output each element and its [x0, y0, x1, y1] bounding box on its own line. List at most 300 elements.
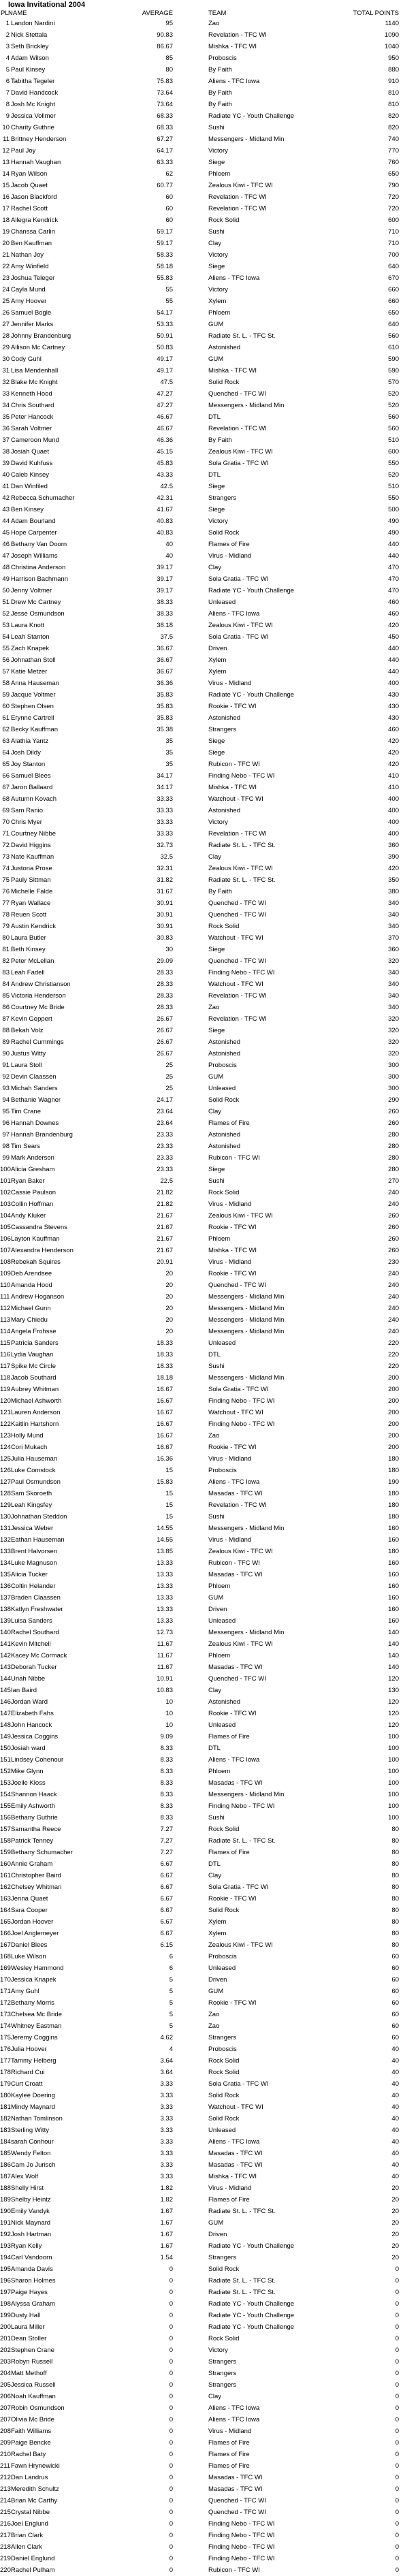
cell-total-points: 640: [388, 321, 399, 328]
cell-total-points: 410: [388, 784, 399, 791]
cell-total-points: 280: [388, 1166, 399, 1173]
cell-pl: 214: [0, 2497, 11, 2505]
table-row: [0, 2194, 403, 2206]
cell-pl: 175: [0, 2034, 11, 2041]
cell-average: 60: [165, 205, 173, 212]
cell-total-points: 40: [391, 2046, 399, 2053]
cell-team: Messengers - Midland Min: [208, 1374, 285, 1382]
cell-total-points: 600: [388, 448, 399, 456]
cell-pl: 181: [0, 2103, 11, 2111]
cell-name: Josh Mc Knight: [11, 101, 55, 108]
cell-team: GUM: [208, 1988, 224, 1995]
cell-team: Proboscis: [208, 1062, 237, 1069]
cell-team: Masadas - TFC WI: [208, 1664, 263, 1671]
cell-pl: 54: [2, 633, 10, 641]
cell-average: 25: [165, 1085, 173, 1092]
cell-pl: 106: [0, 1235, 11, 1243]
cell-total-points: 460: [388, 610, 399, 618]
cell-name: Alicia Tucker: [11, 1571, 48, 1578]
cell-pl: 183: [0, 2127, 11, 2134]
cell-total-points: 270: [388, 1177, 399, 1185]
cell-pl: 157: [0, 1826, 11, 1833]
cell-total-points: 40: [391, 2138, 399, 2146]
cell-team: Victory: [208, 147, 228, 155]
cell-team: Solid Rock: [208, 379, 240, 386]
cell-name: Bethany Schumacher: [11, 1849, 73, 1856]
cell-name: Laura Butler: [11, 934, 46, 942]
cell-name: Chelsea Mc Bride: [11, 2011, 62, 2018]
cell-pl: 26: [2, 309, 10, 317]
cell-total-points: 80: [391, 1895, 399, 1903]
cell-team: Quenched - TFC WI: [208, 911, 266, 919]
cell-total-points: 80: [391, 1872, 399, 1879]
cell-name: Adam Bourland: [11, 518, 56, 525]
cell-pl: 203: [0, 2358, 11, 2366]
cell-pl: 116: [0, 1351, 11, 1358]
cell-team: Virus - Midland: [208, 1258, 252, 1266]
table-row: [0, 515, 403, 527]
cell-name: Austin Kendrick: [11, 923, 57, 930]
cell-total-points: 200: [388, 1397, 399, 1405]
cell-average: 58.18: [157, 263, 173, 270]
cell-team: Zealous Kiwi - TFC WI: [208, 1548, 273, 1555]
cell-name: Joel Englund: [11, 2520, 48, 2528]
cell-average: 0: [169, 2370, 173, 2377]
cell-total-points: 0: [395, 2566, 399, 2574]
table-row: [0, 597, 403, 608]
cell-pl: 193: [0, 2242, 11, 2250]
cell-team: Clay: [208, 1108, 222, 1115]
table-row: [0, 1222, 403, 1233]
cell-average: 46.67: [157, 425, 173, 432]
cell-team: Radiate YC - Youth Challenge: [208, 2300, 295, 2308]
table-row: [0, 1673, 403, 1685]
table-row: [0, 1824, 403, 1835]
cell-name: Wendy Felton: [11, 2150, 51, 2157]
cell-pl: 195: [0, 2265, 11, 2273]
cell-average: 35.83: [157, 703, 173, 710]
cell-average: 0: [169, 2300, 173, 2308]
cell-name: Jordan Ward: [11, 1698, 48, 1706]
cell-total-points: 240: [388, 1328, 399, 1335]
cell-average: 75.83: [157, 78, 173, 85]
cell-team: Victory: [208, 518, 228, 525]
cell-pl: 64: [2, 749, 10, 757]
cell-pl: 97: [2, 1131, 10, 1139]
table-row: [0, 1928, 403, 1939]
cell-name: Sarah Voltmer: [11, 425, 52, 432]
cell-average: 20: [165, 1328, 173, 1335]
cell-name: Chris Myer: [11, 818, 42, 826]
cell-total-points: 260: [388, 1235, 399, 1243]
cell-team: Quenched - TFC WI: [208, 2497, 266, 2505]
table-row: [0, 1175, 403, 1187]
table-row: [0, 342, 403, 353]
table-row: [0, 759, 403, 770]
cell-team: Rubicon - TFC WI: [208, 2566, 260, 2574]
cell-total-points: 770: [388, 147, 399, 155]
table-row: [0, 2182, 403, 2194]
table-row: [0, 2055, 403, 2067]
cell-name: Ben Kinsey: [11, 506, 44, 513]
table-row: [0, 41, 403, 52]
cell-average: 23.33: [157, 1131, 173, 1139]
cell-team: Aliens - TFC Iowa: [208, 2138, 260, 2146]
cell-average: 33.33: [157, 830, 173, 838]
cell-total-points: 120: [388, 1710, 399, 1717]
cell-pl: 218: [0, 2543, 11, 2551]
cell-total-points: 300: [388, 1062, 399, 1069]
cell-average: 49.17: [157, 355, 173, 363]
cell-average: 0: [169, 2439, 173, 2447]
cell-average: 50.83: [157, 344, 173, 351]
cell-total-points: 650: [388, 309, 399, 317]
table-row: [0, 1523, 403, 1534]
cell-average: 45.15: [157, 448, 173, 456]
cell-pl: 12: [2, 147, 10, 155]
cell-team: Sushi: [208, 1177, 225, 1185]
cell-average: 0: [169, 2532, 173, 2539]
cell-team: Zealous Kiwi - TFC WI: [208, 1941, 273, 1949]
cell-total-points: 340: [388, 900, 399, 907]
cell-average: 13.33: [157, 1594, 173, 1602]
cell-total-points: 700: [388, 251, 399, 259]
cell-name: Christina Anderson: [11, 564, 66, 571]
cell-team: Xylem: [208, 668, 227, 675]
cell-team: Siege: [208, 737, 225, 745]
cell-total-points: 0: [395, 2543, 399, 2551]
cell-total-points: 200: [388, 1420, 399, 1428]
table-row: [0, 2356, 403, 2368]
cell-average: 13.33: [157, 1571, 173, 1578]
cell-total-points: 260: [388, 1108, 399, 1115]
cell-average: 24.17: [157, 1096, 173, 1104]
table-row: [0, 1905, 403, 1916]
table-row: [0, 481, 403, 492]
cell-name: Alyssa Graham: [11, 2300, 55, 2308]
cell-total-points: 740: [388, 136, 399, 143]
cell-team: Xylem: [208, 656, 227, 664]
cell-average: 20: [165, 1293, 173, 1301]
cell-name: Katlyn Freshwater: [11, 1606, 63, 1613]
cell-total-points: 60: [391, 2034, 399, 2041]
cell-pl: 135: [0, 1571, 11, 1578]
cell-total-points: 140: [388, 1652, 399, 1659]
cell-average: 3.33: [160, 2103, 173, 2111]
table-row: [0, 2125, 403, 2136]
cell-total-points: 80: [391, 1918, 399, 1926]
cell-total-points: 660: [388, 286, 399, 293]
cell-name: Ben Kauffman: [11, 240, 52, 247]
cell-name: Andrew Hoganson: [11, 1293, 65, 1301]
cell-team: DTL: [208, 471, 221, 479]
cell-team: Sushi: [208, 1513, 225, 1521]
cell-total-points: 950: [388, 54, 399, 62]
cell-total-points: 20: [391, 2254, 399, 2261]
table-row: [0, 1812, 403, 1824]
cell-average: 45.83: [157, 460, 173, 467]
cell-name: Richard Cui: [11, 2069, 45, 2076]
cell-pl: 18: [2, 217, 10, 224]
cell-pl: 99: [2, 1154, 10, 1162]
table-row: [0, 1997, 403, 2009]
cell-pl: 179: [0, 2080, 11, 2088]
table-row: [0, 747, 403, 759]
cell-team: Messengers - Midland Min: [208, 1305, 285, 1312]
cell-name: Amy Guhl: [11, 1988, 39, 1995]
table-row: [0, 423, 403, 434]
table-row: [0, 1557, 403, 1569]
cell-total-points: 460: [388, 599, 399, 606]
cell-name: Lisa Mendenhall: [11, 367, 59, 375]
cell-pl: 110: [0, 1282, 11, 1289]
cell-pl: 91: [2, 1062, 10, 1069]
cell-total-points: 420: [388, 737, 399, 745]
cell-total-points: 160: [388, 1571, 399, 1578]
cell-team: Virus - Midland: [208, 1536, 252, 1544]
cell-average: 34.17: [157, 784, 173, 791]
cell-total-points: 80: [391, 1837, 399, 1845]
cell-pl: 31: [2, 367, 10, 375]
cell-pl: 146: [0, 1698, 11, 1706]
cell-total-points: 120: [388, 1675, 399, 1683]
cell-total-points: 200: [388, 1374, 399, 1382]
cell-pl: 152: [0, 1768, 11, 1775]
cell-team: Aliens - TFC Iowa: [208, 610, 260, 618]
cell-average: 21.67: [157, 1224, 173, 1231]
cell-average: 15: [165, 1501, 173, 1509]
cell-pl: 52: [2, 610, 10, 618]
cell-pl: 174: [0, 2022, 11, 2030]
cell-name: Luke Wilson: [11, 1953, 46, 1960]
cell-pl: 160: [0, 1860, 11, 1868]
cell-team: Radiate YC - Youth Challenge: [208, 2323, 295, 2331]
cell-average: 1.67: [160, 2208, 173, 2215]
table-row: [0, 1974, 403, 1986]
cell-average: 23.64: [157, 1108, 173, 1115]
header-total-points: TOTAL POINTS: [353, 10, 399, 17]
cell-name: Sara Cooper: [11, 1907, 48, 1914]
table-row: [0, 2553, 403, 2564]
cell-pl: 217: [0, 2532, 11, 2539]
cell-total-points: 810: [388, 101, 399, 108]
table-row: [0, 1071, 403, 1083]
table-row: [0, 2148, 403, 2159]
cell-average: 5: [169, 2022, 173, 2030]
cell-total-points: 80: [391, 1826, 399, 1833]
cell-average: 6.67: [160, 1883, 173, 1891]
cell-average: 13.33: [157, 1617, 173, 1625]
cell-total-points: 220: [388, 1351, 399, 1358]
cell-pl: 189: [0, 2196, 11, 2204]
cell-name: Shelby Heintz: [11, 2196, 51, 2204]
cell-pl: 139: [0, 1617, 11, 1625]
cell-pl: 192: [0, 2231, 11, 2238]
cell-total-points: 340: [388, 911, 399, 919]
cell-team: Quenched - TFC WI: [208, 2509, 266, 2516]
cell-average: 26.67: [157, 1027, 173, 1034]
cell-pl: 134: [0, 1559, 11, 1567]
cell-pl: 11: [3, 136, 10, 143]
cell-average: 30.83: [157, 934, 173, 942]
cell-name: Ian Baird: [11, 1687, 37, 1694]
cell-name: Amy Winfield: [11, 263, 49, 270]
cell-total-points: 160: [388, 1525, 399, 1532]
table-row: [0, 330, 403, 342]
cell-total-points: 80: [391, 1860, 399, 1868]
cell-name: Kaylee Doering: [11, 2092, 55, 2099]
table-row: [0, 400, 403, 411]
cell-total-points: 0: [395, 2497, 399, 2505]
cell-team: Watchout - TFC WI: [208, 934, 263, 942]
cell-total-points: 560: [388, 413, 399, 421]
cell-total-points: 720: [388, 205, 399, 212]
cell-team: Proboscis: [208, 2046, 237, 2053]
cell-team: Driven: [208, 2231, 227, 2238]
cell-average: 33.33: [157, 807, 173, 814]
cell-team: Revelation - TFC WI: [208, 425, 267, 432]
cell-team: GUM: [208, 1594, 224, 1602]
cell-pl: 167: [0, 1941, 11, 1949]
cell-total-points: 200: [388, 1386, 399, 1393]
cell-total-points: 260: [388, 1224, 399, 1231]
cell-pl: 94: [2, 1096, 10, 1104]
table-row: [0, 469, 403, 481]
cell-pl: 155: [0, 1802, 11, 1810]
cell-average: 16.67: [157, 1432, 173, 1440]
cell-name: Michael Ashworth: [11, 1397, 62, 1405]
cell-name: Sam Skoroeth: [11, 1490, 52, 1497]
cell-team: Revelation - TFC WI: [208, 1501, 267, 1509]
cell-pl: 210: [0, 2451, 11, 2458]
cell-total-points: 0: [395, 2439, 399, 2447]
cell-pl: 17: [2, 205, 10, 212]
cell-total-points: 180: [388, 1501, 399, 1509]
table-row: [0, 377, 403, 388]
cell-pl: 33: [2, 390, 10, 398]
cell-total-points: 0: [395, 2462, 399, 2470]
cell-total-points: 370: [388, 934, 399, 942]
cell-average: 31.67: [157, 888, 173, 895]
cell-total-points: 0: [395, 2555, 399, 2562]
cell-average: 73.64: [157, 89, 173, 97]
cell-pl: 185: [0, 2150, 11, 2157]
cell-average: 73.64: [157, 101, 173, 108]
cell-name: Johnny Brandenburg: [11, 332, 71, 340]
cell-pl: 87: [2, 1015, 10, 1023]
table-row: [0, 1476, 403, 1488]
cell-name: Elizabeth Fahs: [11, 1710, 54, 1717]
cell-pl: 15: [2, 182, 10, 189]
cell-average: 16.67: [157, 1409, 173, 1416]
cell-name: Christopher Baird: [11, 1872, 61, 1879]
cell-total-points: 300: [388, 1073, 399, 1081]
cell-average: 26.67: [157, 1050, 173, 1058]
cell-average: 16.67: [157, 1444, 173, 1451]
cell-average: 60.77: [157, 182, 173, 189]
table-row: [0, 2368, 403, 2379]
cell-total-points: 0: [395, 2265, 399, 2273]
cell-average: 60: [165, 217, 173, 224]
cell-pl: 109: [0, 1270, 11, 1277]
table-row: [0, 897, 403, 909]
cell-team: Radiate St. L. - TFC St.: [208, 2208, 276, 2215]
cell-average: 59.17: [157, 240, 173, 247]
table-row: [0, 1442, 403, 1453]
cell-name: Collin Hoffman: [11, 1200, 54, 1208]
cell-pl: 166: [0, 1930, 11, 1937]
table-row: [0, 562, 403, 573]
cell-pl: 177: [0, 2057, 11, 2065]
table-row: [0, 2310, 403, 2321]
table-row: [0, 2449, 403, 2460]
cell-total-points: 60: [391, 2011, 399, 2018]
cell-total-points: 790: [388, 182, 399, 189]
table-row: [0, 1766, 403, 1777]
cell-name: Carl Vandoorn: [11, 2254, 52, 2261]
cell-total-points: 0: [395, 2300, 399, 2308]
cell-team: Clay: [208, 1872, 222, 1879]
cell-pl: 8: [5, 101, 10, 108]
cell-name: Whitney Eastman: [11, 2022, 62, 2030]
cell-pl: 69: [2, 807, 10, 814]
cell-average: 35.38: [157, 726, 173, 733]
cell-pl: 108: [0, 1258, 11, 1266]
cell-total-points: 0: [395, 2416, 399, 2423]
cell-pl: 118: [0, 1374, 11, 1382]
cell-total-points: 0: [395, 2393, 399, 2400]
cell-total-points: 0: [395, 2323, 399, 2331]
cell-name: Patricia Sanders: [11, 1339, 59, 1347]
table-row: [0, 654, 403, 666]
table-row: [0, 2564, 403, 2576]
cell-total-points: 340: [388, 992, 399, 1000]
cell-average: 20: [165, 1282, 173, 1289]
cell-pl: 176: [0, 2046, 11, 2053]
cell-average: 29.09: [157, 957, 173, 965]
cell-total-points: 20: [391, 2196, 399, 2204]
cell-pl: 81: [2, 946, 10, 953]
cell-total-points: 240: [388, 1305, 399, 1312]
cell-pl: 149: [0, 1733, 11, 1740]
cell-pl: 120: [0, 1397, 11, 1405]
table-row: [0, 1661, 403, 1673]
cell-total-points: 560: [388, 425, 399, 432]
cell-pl: 115: [0, 1339, 11, 1347]
cell-total-points: 0: [395, 2312, 399, 2319]
table-row: [0, 1638, 403, 1650]
table-row: [0, 2113, 403, 2125]
cell-name: Ryan Baker: [11, 1177, 45, 1185]
cell-total-points: 140: [388, 1629, 399, 1636]
cell-name: Stephen Crane: [11, 2347, 54, 2354]
cell-average: 28.33: [157, 981, 173, 988]
cell-name: Tim Crane: [11, 1108, 41, 1115]
cell-pl: 89: [2, 1038, 10, 1046]
cell-total-points: 400: [388, 830, 399, 838]
cell-pl: 1: [5, 20, 10, 27]
cell-team: Messengers - Midland Min: [208, 402, 285, 409]
cell-team: Messengers - Midland Min: [208, 1293, 285, 1301]
table-row: [0, 828, 403, 840]
cell-pl: 93: [2, 1085, 10, 1092]
cell-name: Nick Stettala: [11, 31, 48, 39]
cell-team: Messengers - Midland Min: [208, 136, 285, 143]
cell-total-points: 240: [388, 1270, 399, 1277]
cell-total-points: 430: [388, 691, 399, 699]
cell-total-points: 240: [388, 1293, 399, 1301]
cell-average: 12.73: [157, 1629, 173, 1636]
